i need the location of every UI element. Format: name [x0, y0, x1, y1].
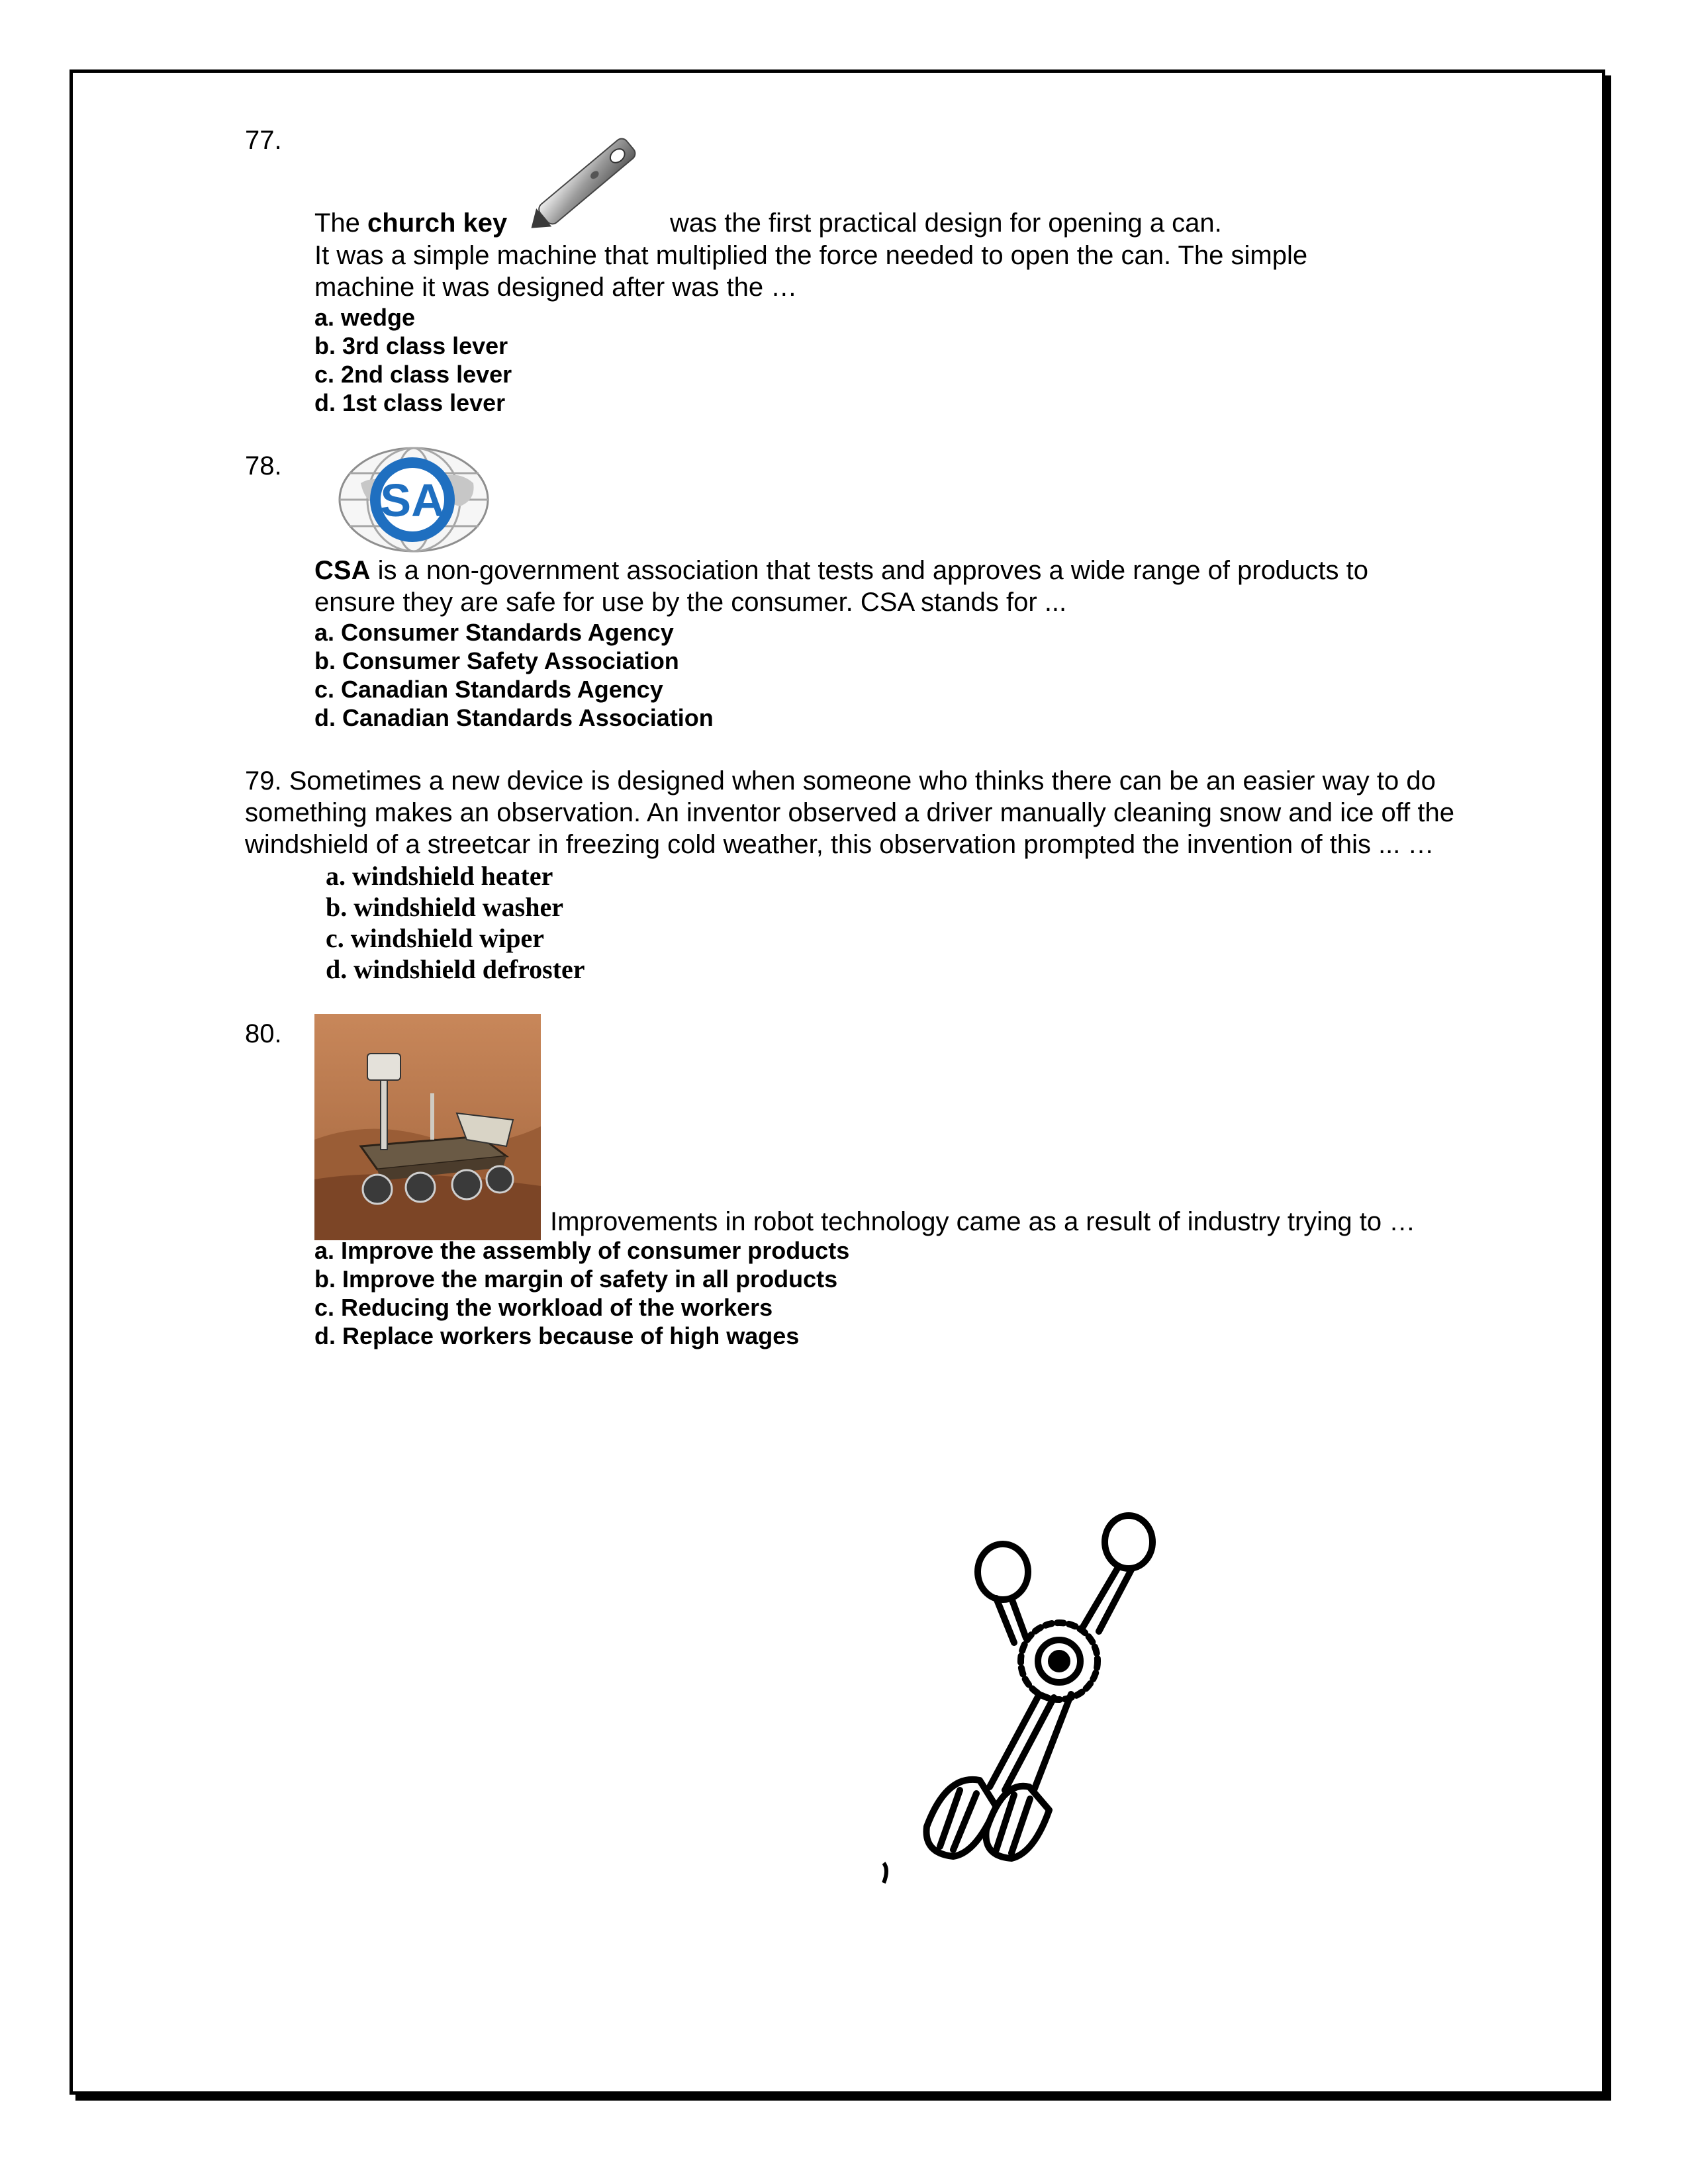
q80-options	[314, 1236, 849, 1350]
q78-number: 78.	[245, 451, 282, 480]
q78-options	[314, 618, 714, 732]
q78-stem-line1-rest: is a non-government association that tests and approves a wide range of products to	[370, 556, 1369, 585]
q80-number: 80.	[245, 1019, 282, 1048]
q77-intro-pre: The	[314, 208, 368, 238]
q79-stem-line3: windshield of a streetcar in freezing cold weather, this observation prompted the invention of this ... …	[245, 830, 1434, 859]
q77-number: 77.	[245, 126, 282, 155]
q80-option-c[interactable]: c. Reducing the workload of the workers	[314, 1294, 773, 1321]
q77-options	[314, 303, 512, 417]
q78-stem-line1	[314, 555, 1368, 586]
q77-intro	[314, 207, 507, 239]
q80-option-d[interactable]: d. Replace workers because of high wages	[314, 1322, 800, 1349]
q79-option-c[interactable]: c. windshield wiper	[326, 923, 545, 953]
q78-stem-line2: ensure they are safe for use by the consumer. CSA stands for ...	[314, 588, 1067, 617]
q79-option-a[interactable]: a. windshield heater	[326, 861, 553, 891]
q79-stem-line1: 79. Sometimes a new device is designed when someone who thinks there can be an easier way to do	[245, 766, 1436, 796]
q78-term-csa: CSA	[314, 556, 371, 585]
q77-term-church-key: church key	[367, 208, 508, 238]
q77-stem-line3: machine it was designed after was the …	[314, 273, 798, 302]
q77-option-d[interactable]: d. 1st class lever	[314, 389, 506, 416]
q80-stem: Improvements in robot technology came as a result of industry trying to …	[550, 1207, 1416, 1236]
q78-option-b[interactable]: b. Consumer Safety Association	[314, 647, 679, 674]
q77-stem-line2: It was a simple machine that multiplied the force needed to open the can. The simple	[314, 241, 1308, 270]
q79-option-b[interactable]: b. windshield washer	[326, 892, 563, 922]
q79-stem-line2: something makes an observation. An inventor observed a driver manually cleaning snow and ice off the	[245, 798, 1454, 827]
csa-globe-logo	[334, 443, 496, 559]
q77-option-c[interactable]: c. 2nd class lever	[314, 361, 512, 388]
q78-option-c[interactable]: c. Canadian Standards Agency	[314, 676, 663, 703]
q77-option-a[interactable]: a. wedge	[314, 304, 416, 331]
q77-option-b[interactable]: b. 3rd class lever	[314, 332, 508, 359]
q78-option-a[interactable]: a. Consumer Standards Agency	[314, 619, 674, 646]
q77-intro-post: was the first practical design for opening a can.	[670, 208, 1222, 238]
mars-rover-photo	[314, 1014, 541, 1240]
egg-beater-hand-mixer-icon	[861, 1496, 1178, 1893]
church-key-opener-icon	[520, 122, 659, 235]
q80-option-a[interactable]: a. Improve the assembly of consumer products	[314, 1237, 850, 1264]
q79-options	[326, 860, 585, 985]
page-border	[70, 69, 1605, 2095]
q80-option-b[interactable]: b. Improve the margin of safety in all products	[314, 1265, 838, 1293]
q78-option-d[interactable]: d. Canadian Standards Association	[314, 704, 714, 731]
csa-logo-letters: SA	[380, 475, 445, 526]
q79-option-d[interactable]: d. windshield defroster	[326, 954, 585, 984]
